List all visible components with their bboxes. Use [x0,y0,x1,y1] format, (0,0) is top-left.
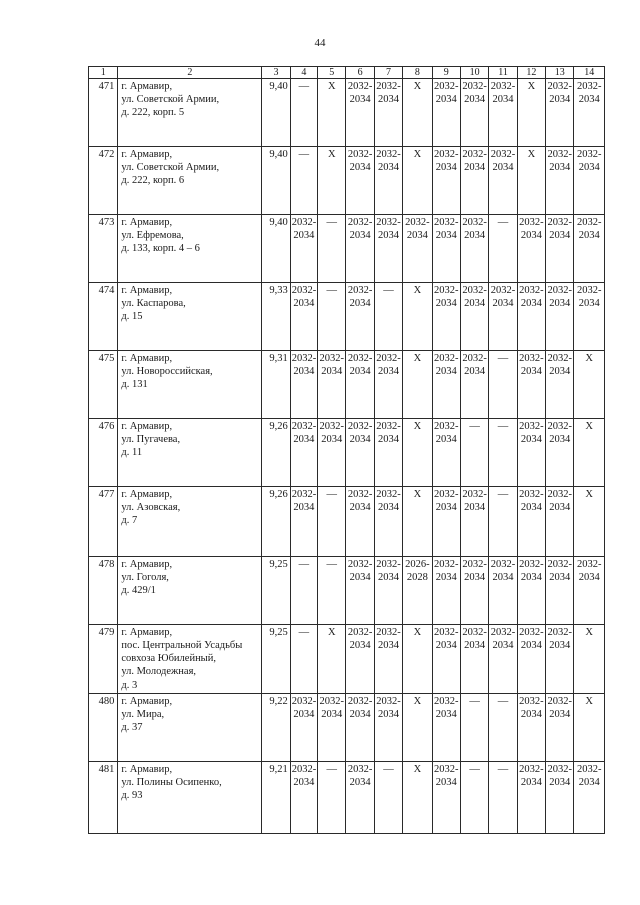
row-number: 473 [89,215,118,283]
period-cell: 2032-2034 [432,557,460,625]
period-cell: — [460,419,488,487]
address-line: д. 429/1 [121,585,156,597]
period-cell: 2032-2034 [290,351,317,419]
address-line: ул. Мира, [121,708,165,720]
period-cell: 2032-2034 [546,419,574,487]
period-cell: 2032-2034 [574,557,605,625]
period-cell: 2032-2034 [517,557,545,625]
period-cell: — [489,761,517,833]
period-cell: 2032-2034 [517,283,545,351]
period-cell: 2032-2034 [374,351,402,419]
period-cell: 2032-2034 [546,487,574,557]
address-line: г. Армавир, [121,489,173,500]
table-row [89,147,605,215]
address-line: д. 15 [121,311,143,323]
period-cell: 2032-2034 [290,419,317,487]
period-cell: 2032-2034 [517,761,545,833]
period-cell: 2032-2034 [460,351,488,419]
row-number: 480 [89,693,118,761]
address-line: совхоза Юбилейный, [121,653,216,665]
period-cell: — [374,761,402,833]
period-cell: 2032-2034 [574,79,605,147]
period-cell: — [318,557,346,625]
row-number: 472 [89,147,118,215]
address-line: д. 11 [121,447,143,459]
period-cell: 2032-2034 [290,693,317,761]
address-cell [118,283,262,351]
period-cell: 2032-2034 [374,625,402,694]
period-cell: X [403,487,432,557]
period-cell: 2032-2034 [346,761,374,833]
row-number: 477 [89,487,118,557]
period-cell: 2032-2034 [489,625,517,694]
period-cell: 2032-2034 [374,147,402,215]
period-cell: 2032-2034 [374,693,402,761]
address-line: ул. Советской Армии, [121,94,220,106]
period-cell: 2032-2034 [460,625,488,694]
column-header: 12 [517,67,545,79]
period-cell: 2032-2034 [546,79,574,147]
period-cell: — [290,147,317,215]
address-line: г. Армавир, [121,421,173,432]
table-row [89,693,605,761]
period-cell: 2032-2034 [432,215,460,283]
period-cell: 2032-2034 [489,79,517,147]
score-cell: 9,25 [262,625,290,694]
period-cell: 2032-2034 [460,557,488,625]
score-cell: 9,26 [262,419,290,487]
address-cell [118,761,262,833]
period-cell: X [403,761,432,833]
score-cell: 9,21 [262,761,290,833]
period-cell: 2032-2034 [574,215,605,283]
period-cell: 2032-2034 [290,761,317,833]
period-cell: 2032-2034 [460,487,488,557]
score-cell: 9,31 [262,351,290,419]
address-line: ул. Молодежная, [121,666,197,678]
period-cell: — [489,419,517,487]
period-cell: 2032-2034 [346,215,374,283]
address-line: г. Армавир, [121,627,173,638]
address-line: ул. Новороссийская, [121,366,213,378]
period-cell: 2032-2034 [318,419,346,487]
row-number: 471 [89,79,118,147]
housing-schedule-table [88,66,605,834]
score-cell: 9,26 [262,487,290,557]
period-cell: 2032-2034 [346,487,374,557]
row-number: 476 [89,419,118,487]
period-cell: 2032-2034 [460,215,488,283]
period-cell: 2032-2034 [432,761,460,833]
period-cell: — [489,693,517,761]
period-cell: 2032-2034 [432,419,460,487]
address-line: ул. Каспарова, [121,298,186,310]
period-cell: 2032-2034 [403,215,432,283]
period-cell: 2032-2034 [432,147,460,215]
period-cell: X [403,351,432,419]
address-line: г. Армавир, [121,559,173,570]
period-cell: X [403,419,432,487]
period-cell: — [318,215,346,283]
period-cell: 2032-2034 [517,487,545,557]
period-cell: X [403,693,432,761]
period-cell: X [574,487,605,557]
period-cell: 2032-2034 [432,625,460,694]
score-cell: 9,25 [262,557,290,625]
period-cell: 2032-2034 [432,351,460,419]
table-row [89,419,605,487]
row-number: 481 [89,761,118,833]
column-header: 9 [432,67,460,79]
address-line: г. Армавир, [121,695,173,707]
table-body [89,67,605,834]
period-cell: X [318,79,346,147]
score-cell: 9,40 [262,147,290,215]
address-line: д. 133, корп. 4 – 6 [121,243,200,255]
period-cell: 2032-2034 [574,283,605,351]
score-cell: 9,40 [262,215,290,283]
address-cell [118,625,262,694]
period-cell: 2032-2034 [290,487,317,557]
period-cell: — [460,693,488,761]
column-header: 11 [489,67,517,79]
period-cell: X [403,79,432,147]
period-cell: 2032-2034 [460,283,488,351]
period-cell: X [517,79,545,147]
period-cell: 2032-2034 [546,215,574,283]
column-header: 8 [403,67,432,79]
period-cell: X [574,419,605,487]
table-row [89,761,605,833]
period-cell: X [574,625,605,694]
address-line: г. Армавир, [121,217,173,228]
period-cell: 2032-2034 [432,283,460,351]
period-cell: 2032-2034 [346,557,374,625]
address-line: пос. Центральной Усадьбы [121,640,243,652]
score-cell: 9,33 [262,283,290,351]
period-cell: 2032-2034 [318,351,346,419]
period-cell: 2032-2034 [290,215,317,283]
row-number: 478 [89,557,118,625]
address-line: г. Армавир, [121,149,173,160]
period-cell: 2032-2034 [346,419,374,487]
address-cell [118,79,262,147]
period-cell: 2032-2034 [432,693,460,761]
address-line: г. Армавир, [121,81,173,92]
period-cell: X [403,147,432,215]
period-cell: 2032-2034 [346,79,374,147]
period-cell: X [517,147,545,215]
period-cell: 2032-2034 [574,761,605,833]
period-cell: 2032-2034 [374,79,402,147]
table-row [89,283,605,351]
table-row [89,625,605,694]
table-row [89,557,605,625]
address-line: д. 37 [121,721,143,733]
table-row [89,79,605,147]
address-line: д. 131 [121,379,148,391]
period-cell: 2032-2034 [517,693,545,761]
column-header: 13 [546,67,574,79]
period-cell: X [318,625,346,694]
period-cell: 2032-2034 [489,557,517,625]
row-number: 479 [89,625,118,694]
period-cell: X [574,351,605,419]
period-cell: 2032-2034 [546,147,574,215]
column-header: 3 [262,67,290,79]
period-cell: 2032-2034 [546,351,574,419]
period-cell: 2032-2034 [460,79,488,147]
period-cell: 2032-2034 [489,147,517,215]
column-header: 5 [318,67,346,79]
period-cell: — [489,351,517,419]
period-cell: 2026-2028 [403,557,432,625]
period-cell: — [318,283,346,351]
column-header: 14 [574,67,605,79]
address-line: д. 93 [121,789,143,801]
address-line: ул. Гоголя, [121,572,169,584]
address-cell [118,419,262,487]
period-cell: — [460,761,488,833]
period-cell: 2032-2034 [432,487,460,557]
address-line: ул. Полины Осипенко, [121,776,222,788]
period-cell: — [489,215,517,283]
address-line: ул. Азовская, [121,502,181,514]
period-cell: 2032-2034 [374,419,402,487]
period-cell: 2032-2034 [489,283,517,351]
address-line: д. 3 [121,679,138,691]
period-cell: 2032-2034 [546,761,574,833]
period-cell: 2032-2034 [290,283,317,351]
period-cell: 2032-2034 [517,419,545,487]
address-line: д. 222, корп. 6 [121,175,185,187]
period-cell: 2032-2034 [346,693,374,761]
row-number: 474 [89,283,118,351]
address-cell [118,147,262,215]
period-cell: 2032-2034 [346,147,374,215]
table-row [89,215,605,283]
period-cell: — [374,283,402,351]
page-number: 44 [314,37,326,49]
address-cell [118,693,262,761]
score-cell: 9,22 [262,693,290,761]
period-cell: — [290,557,317,625]
address-line: ул. Пугачева, [121,434,181,446]
column-header: 6 [346,67,374,79]
period-cell: X [574,693,605,761]
period-cell: 2032-2034 [546,283,574,351]
period-cell: 2032-2034 [346,283,374,351]
period-cell: 2032-2034 [318,693,346,761]
period-cell: 2032-2034 [346,351,374,419]
period-cell: X [403,283,432,351]
period-cell: 2032-2034 [574,147,605,215]
period-cell: — [318,487,346,557]
row-number: 475 [89,351,118,419]
table-row [89,351,605,419]
address-cell [118,487,262,557]
address-line: г. Армавир, [121,353,173,364]
period-cell: X [403,625,432,694]
period-cell: 2032-2034 [374,487,402,557]
period-cell: 2032-2034 [346,625,374,694]
address-line: д. 222, корп. 5 [121,107,185,119]
address-cell [118,351,262,419]
table-row [89,487,605,557]
period-cell: — [489,487,517,557]
period-cell: 2032-2034 [546,625,574,694]
address-cell [118,557,262,625]
period-cell: 2032-2034 [546,693,574,761]
column-header: 4 [290,67,317,79]
address-line: г. Армавир, [121,763,173,775]
period-cell: 2032-2034 [517,215,545,283]
address-line: д. 7 [121,515,138,527]
address-cell [118,215,262,283]
period-cell: 2032-2034 [374,557,402,625]
score-cell: 9,40 [262,79,290,147]
address-line: ул. Ефремова, [121,230,184,242]
period-cell: X [318,147,346,215]
period-cell: 2032-2034 [432,79,460,147]
period-cell: 2032-2034 [517,625,545,694]
period-cell: — [318,761,346,833]
period-cell: — [290,79,317,147]
period-cell: 2032-2034 [546,557,574,625]
period-cell: 2032-2034 [460,147,488,215]
header-row [89,67,605,79]
column-header: 2 [118,67,262,79]
address-line: г. Армавир, [121,285,173,296]
address-line: ул. Советской Армии, [121,162,220,174]
column-header: 1 [89,67,118,79]
period-cell: 2032-2034 [517,351,545,419]
column-header: 7 [374,67,402,79]
column-header: 10 [460,67,488,79]
period-cell: 2032-2034 [374,215,402,283]
period-cell: — [290,625,317,694]
